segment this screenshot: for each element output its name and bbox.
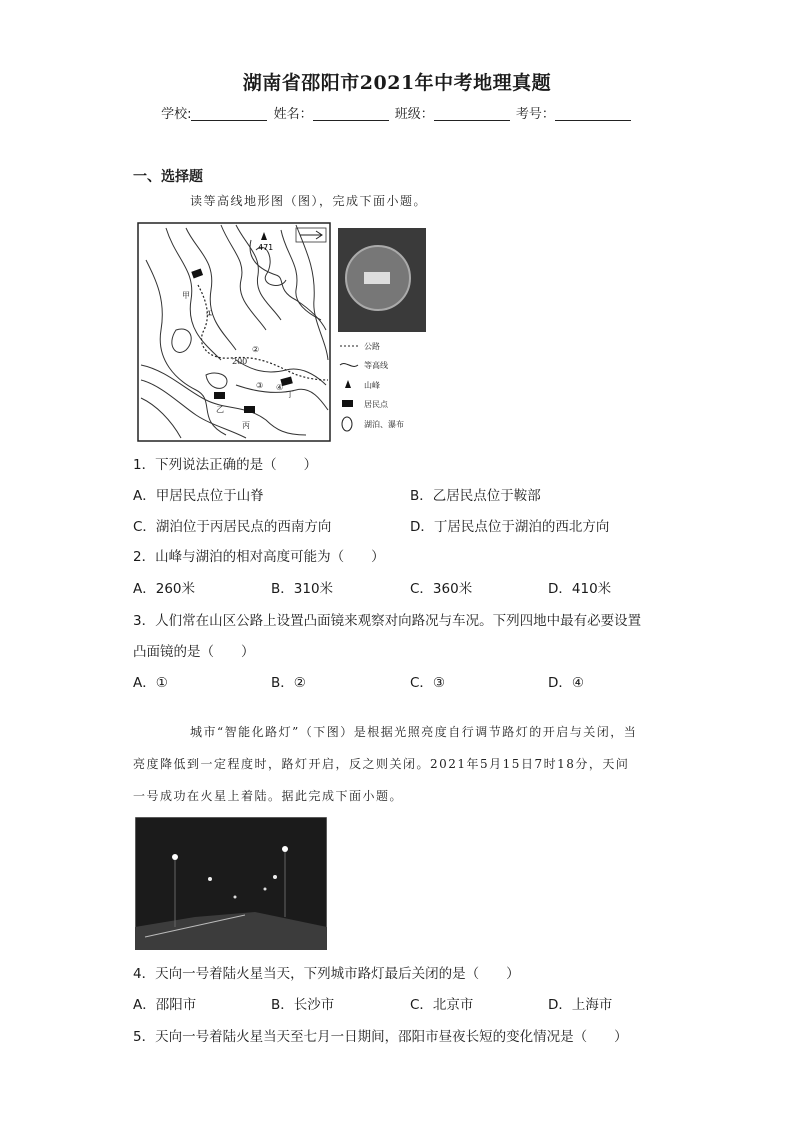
passage-intro-2-line1: 城市“智能化路灯”（下图）是根据光照亮度自行调节路灯的开启与关闭，当 xyxy=(190,725,638,739)
settlement-bing xyxy=(244,406,255,413)
q1-option-d[interactable]: D．丁居民点位于湖泊的西北方向 xyxy=(410,519,610,535)
contour-200-label: 200 xyxy=(232,357,248,366)
label-bing: 丙 xyxy=(242,421,250,430)
contour-line xyxy=(296,225,328,360)
peak-icon xyxy=(261,232,267,240)
q2-option-a[interactable]: A．260米 xyxy=(133,581,196,597)
question-2-stem: 2．山峰与湖泊的相对高度可能为（ ） xyxy=(133,549,385,565)
contour-line xyxy=(236,225,281,320)
class-label: 班级： xyxy=(394,107,434,122)
contour-line xyxy=(166,228,221,360)
passage-intro-1: 读等高线地形图（图），完成下面小题。 xyxy=(190,194,428,208)
lamp-light xyxy=(234,896,237,899)
exam-number-blank[interactable] xyxy=(555,106,631,121)
contour-line xyxy=(186,228,236,350)
q4-option-c[interactable]: C．北京市 xyxy=(410,997,474,1013)
student-info-line xyxy=(0,103,794,122)
lamp-light xyxy=(273,875,277,879)
legend-settlement-symbol xyxy=(342,400,353,407)
settlement-jia xyxy=(191,268,203,278)
question-5-stem: 5．天向一号着陆火星当天至七月一日期间，邵阳市昼夜长短的变化情况是（ ） xyxy=(133,1029,628,1045)
passage-intro-2-line2: 亮度降低到一定程度时，路灯开启，反之则关闭。2021年5月15日7时18分，天问 xyxy=(133,757,630,771)
contour-line xyxy=(281,230,321,320)
school-blank[interactable] xyxy=(191,106,267,121)
peak-elevation-label: 471 xyxy=(258,243,274,252)
legend-lake-symbol xyxy=(342,417,352,431)
legend-peak-symbol xyxy=(345,380,351,388)
question-1-stem: 1．下列说法正确的是（ ） xyxy=(133,457,318,473)
label-circle-3: ③ xyxy=(256,381,264,390)
road-path xyxy=(198,285,328,380)
label-jia: 甲 xyxy=(182,291,190,300)
lamp-light xyxy=(172,854,178,860)
name-blank[interactable] xyxy=(313,106,389,121)
section-heading: 一、选择题 xyxy=(133,169,203,185)
lamp-light xyxy=(208,877,212,881)
mirror-reflection xyxy=(364,272,390,284)
q3-option-b[interactable]: B．② xyxy=(271,675,306,691)
map-frame xyxy=(138,223,330,441)
q1-option-c[interactable]: C．湖泊位于丙居民点的西南方向 xyxy=(133,519,332,535)
contour-line xyxy=(221,225,266,330)
question-3-stem-line1: 3．人们常在山区公路上设置凸面镜来观察对向路况与车况。下列四地中最有必要设置 xyxy=(133,613,642,629)
legend-settlement-label: 居民点 xyxy=(364,400,388,409)
lamp-light xyxy=(282,846,288,852)
exam-number-label: 考号： xyxy=(515,107,555,122)
north-arrow-icon xyxy=(300,231,322,239)
lake-shape xyxy=(206,373,227,388)
question-4-stem: 4．天向一号着陆火星当天，下列城市路灯最后关闭的是（ ） xyxy=(133,966,520,982)
q4-option-a[interactable]: A．邵阳市 xyxy=(133,997,197,1013)
class-blank[interactable] xyxy=(434,106,510,121)
q3-option-d[interactable]: D．④ xyxy=(548,675,584,691)
name-label: 姓名： xyxy=(273,107,313,122)
contour-map-figure xyxy=(136,220,436,445)
legend-contour-symbol xyxy=(340,364,358,367)
q2-option-c[interactable]: C．360米 xyxy=(410,581,473,597)
q4-option-b[interactable]: B．长沙市 xyxy=(271,997,335,1013)
label-circle-1: ① xyxy=(206,309,214,318)
label-ding: 丁 xyxy=(286,390,294,399)
label-circle-4: ④ xyxy=(276,383,284,392)
legend-contour-label: 等高线 xyxy=(364,361,388,370)
label-yi: 乙 xyxy=(216,405,224,414)
lake-shape xyxy=(172,329,191,352)
passage-intro-2-line3: 一号成功在火星上着陆。据此完成下面小题。 xyxy=(133,789,404,803)
q2-option-b[interactable]: B．310米 xyxy=(271,581,334,597)
contour-line xyxy=(141,398,181,438)
legend-peak-label: 山峰 xyxy=(364,381,380,390)
lamp-light xyxy=(264,888,267,891)
q3-option-a[interactable]: A．① xyxy=(133,675,168,691)
legend-lake-label: 湖泊、瀑布 xyxy=(364,420,404,429)
q3-option-c[interactable]: C．③ xyxy=(410,675,446,691)
settlement-yi xyxy=(214,392,225,399)
legend-road-label: 公路 xyxy=(364,342,380,351)
page-title: 湖南省邵阳市2021年中考地理真题 xyxy=(242,72,552,94)
streetlight-photo xyxy=(135,817,327,950)
question-3-stem-line2: 凸面镜的是（ ） xyxy=(133,644,255,660)
school-label: 学校: xyxy=(161,107,192,122)
contour-line xyxy=(256,247,286,285)
label-circle-2: ② xyxy=(252,345,260,354)
q2-option-d[interactable]: D．410米 xyxy=(548,581,612,597)
q1-option-b[interactable]: B．乙居民点位于鞍部 xyxy=(410,488,541,504)
q1-option-a[interactable]: A．甲居民点位于山脊 xyxy=(133,488,264,504)
q4-option-d[interactable]: D．上海市 xyxy=(548,997,613,1013)
